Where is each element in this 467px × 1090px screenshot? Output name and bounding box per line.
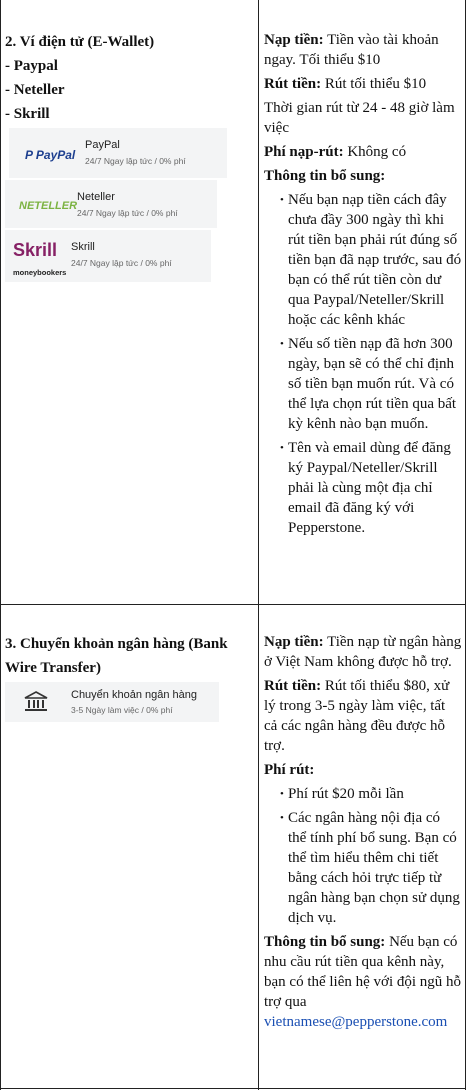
list-item [264, 190, 462, 330]
paypal-logo-icon: P PayPal [25, 148, 76, 162]
ewallet-extra-label: Thông tin bổ sung: [264, 168, 386, 184]
ewallet-extra-list [264, 190, 462, 538]
neteller-card-sub: 24/7 Ngay lập tức / 0% phí [77, 208, 178, 218]
neteller-logo-icon: NETELLER [19, 200, 78, 212]
bank-deposit-label: Nạp tiền: [264, 634, 324, 650]
table-border-left [0, 0, 1, 1090]
skrill-logo-icon: Skrill [13, 240, 58, 260]
bank-card-name: Chuyển khoản ngân hàng [71, 689, 197, 701]
bank-transfer-method-cell [5, 632, 255, 722]
bank-deposit [264, 632, 462, 672]
ewallet-details-cell [264, 30, 462, 542]
paypal-card-name: PayPal [85, 139, 120, 151]
bank-icon [23, 691, 49, 719]
bullet-text: Nếu bạn nạp tiền cách đây chưa đầy 300 ngày thì khi rút tiền bạn phải rút đúng số tiền bạn đã nạp trước, sau đó bạn có thể rút tiền còn dư qua Paypal/Neteller/Skrill hoặc các kênh khác [288, 192, 462, 328]
bank-card-sub: 3-5 Ngày làm việc / 0% phí [71, 705, 173, 715]
ewallet-methods-cell [5, 30, 255, 282]
ewallet-withdraw-time: Thời gian rút từ 24 - 48 giờ làm việc [264, 100, 455, 136]
bank-withdraw-text: Rút tối thiểu $80, xử lý trong 3-5 ngày làm việc, tất cả các ngân hàng đều được hỗ trợ. [264, 678, 450, 754]
paypal-card-sub: 24/7 Ngay lập tức / 0% phí [85, 156, 186, 166]
row-divider [0, 604, 466, 605]
paypal-card[interactable] [9, 128, 227, 178]
bank-extra-text: Nếu bạn có nhu cầu rút tiền qua kênh này, bạn có thể liên hệ với đội ngũ hỗ trợ qua [264, 934, 462, 1010]
bank-fee-label: Phí rút: [264, 762, 315, 778]
skrill-card-name: Skrill [71, 241, 95, 253]
bullet-text: Các ngân hàng nội địa có thể tính phí bổ sung. Bạn có thể tìm hiểu thêm chi tiết bằng cách hỏi trực tiếp từ ngân hàng bạn chọn sử dụng dịch vụ. [288, 810, 460, 926]
ewallet-fee [264, 142, 462, 162]
bank-withdraw-label: Rút tiền: [264, 678, 322, 694]
bullet-text: Tên và email dùng để đăng ký Paypal/Neteller/Skrill phải là cùng một địa chỉ email đã đăng ký với Pepperstone. [288, 440, 451, 536]
bullet-text: Nếu số tiền nạp đã hơn 300 ngày, bạn sẽ có thể chỉ định số tiền bạn muốn rút. Và có thể lựa chọn rút tiền qua bất kỳ kênh nào bạn muốn. [288, 336, 457, 432]
table-border-bottom [0, 1088, 466, 1089]
skrill-logo-sub: moneybookers [13, 268, 67, 277]
ewallet-item-neteller: - Neteller [5, 82, 65, 98]
skrill-card[interactable] [5, 230, 211, 282]
bank-transfer-title: 3. Chuyển khoản ngân hàng (Bank Wire Transfer) [5, 636, 228, 676]
ewallet-item-skrill: - Skrill [5, 106, 50, 122]
bank-withdraw [264, 676, 462, 756]
bank-extra [264, 932, 462, 1032]
ewallet-fee-text: Không có [347, 144, 407, 160]
bank-deposit-text: Tiền nạp từ ngân hàng ở Việt Nam không được hỗ trợ. [264, 634, 462, 670]
ewallet-deposit [264, 30, 462, 70]
support-email-link[interactable]: vietnamese@pepperstone.com [264, 1014, 448, 1030]
ewallet-item-paypal: - Paypal [5, 58, 58, 74]
ewallet-deposit-text: Tiền vào tài khoản ngay. Tối thiểu $10 [264, 32, 439, 68]
bank-extra-label: Thông tin bổ sung: [264, 934, 386, 950]
ewallet-withdraw [264, 74, 462, 94]
list-item [264, 438, 462, 538]
ewallet-withdraw-label: Rút tiền: [264, 76, 322, 92]
bank-fee-list [264, 784, 462, 928]
ewallet-deposit-label: Nạp tiền: [264, 32, 324, 48]
bank-transfer-details-cell [264, 632, 462, 1036]
column-divider [258, 0, 259, 1090]
skrill-card-sub: 24/7 Ngay lập tức / 0% phí [71, 258, 172, 268]
neteller-card[interactable] [5, 180, 217, 228]
ewallet-withdraw-text: Rút tối thiểu $10 [324, 76, 427, 92]
table-border-right [465, 0, 466, 1090]
list-item [264, 784, 462, 804]
bullet-text: Phí rút $20 mỗi lần [288, 786, 404, 802]
list-item [264, 808, 462, 928]
ewallet-title: 2. Ví điện tử (E-Wallet) [5, 34, 155, 50]
list-item [264, 334, 462, 434]
neteller-card-name: Neteller [77, 191, 115, 203]
ewallet-fee-label: Phí nạp-rút: [264, 144, 344, 160]
bank-transfer-card[interactable] [5, 682, 219, 722]
